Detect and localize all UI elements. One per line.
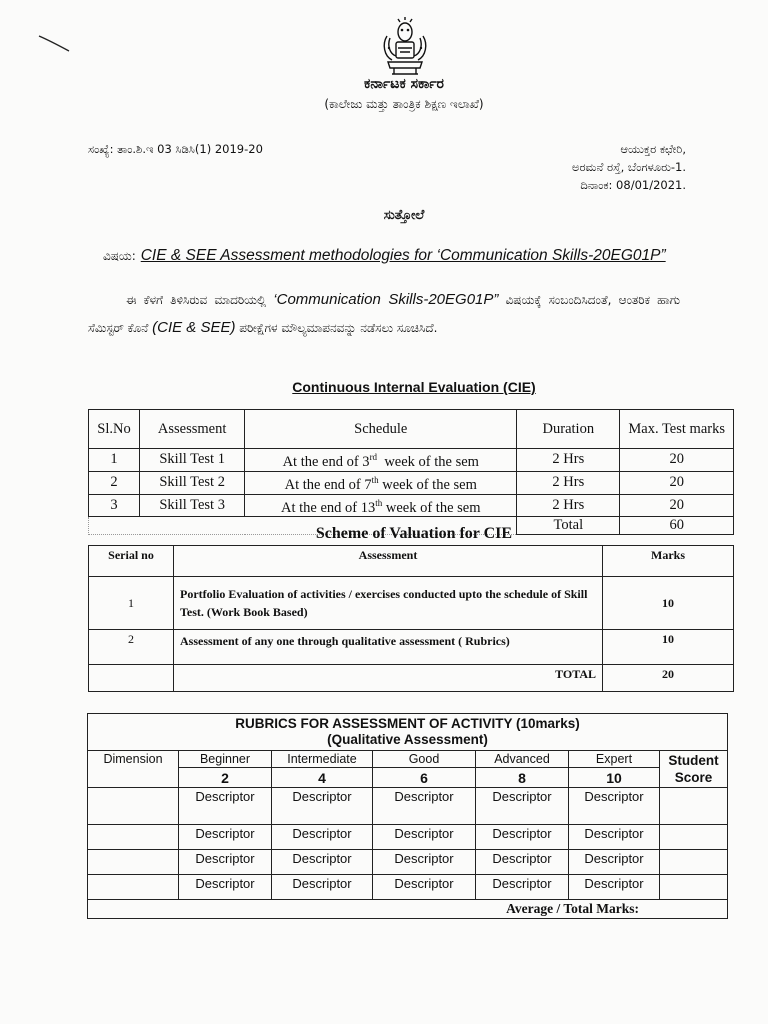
scheme-assessment: Portfolio Evaluation of activities / exercises conducted upto the schedule of Skill Test. (Work Book Based) — [174, 577, 603, 630]
cie-assessment: Skill Test 1 — [140, 449, 245, 472]
rubrics-title-row — [88, 714, 728, 751]
descriptor-cell: Descriptor — [272, 788, 373, 825]
cie-total-value: 60 — [620, 517, 734, 535]
rubrics-score-2: 2 — [179, 768, 272, 788]
cie-marks: 20 — [620, 494, 734, 517]
descriptor-cell: Descriptor — [179, 788, 272, 825]
cie-schedule — [245, 471, 517, 494]
descriptor-cell: Descriptor — [569, 875, 660, 900]
table-row — [89, 449, 734, 472]
table-row — [89, 577, 734, 630]
cie-slno: 1 — [89, 449, 140, 472]
schedule-text: At the end of 7 — [284, 476, 372, 493]
rubrics-score-10: 10 — [569, 768, 660, 788]
cie-header-slno: Sl.No — [89, 410, 140, 449]
rubrics-student-score-header: Student Score — [660, 751, 728, 788]
scheme-total-row — [89, 665, 734, 692]
schedule-text-end: week of the sem — [382, 499, 481, 516]
student-score-cell — [660, 788, 728, 825]
scheme-total-label: TOTAL — [174, 665, 603, 692]
body-text-1: ಈ ಕೆಳಗೆ ತಿಳಿಸಿರುವ ಮಾದರಿಯಲ್ಲಿ — [126, 293, 274, 307]
circular-heading: ಸುತ್ತೋಲೆ — [383, 208, 425, 223]
rubrics-title-cell — [88, 714, 728, 751]
descriptor-cell: Descriptor — [272, 825, 373, 850]
cie-duration: 2 Hrs — [517, 471, 620, 494]
subject-text: CIE & SEE Assessment methodologies for ‘Communication Skills-20EG01P” — [140, 247, 666, 264]
body-cie-see: (CIE & SEE) — [152, 319, 236, 336]
subject-line — [103, 246, 666, 265]
descriptor-cell: Descriptor — [476, 825, 569, 850]
rubrics-level-good: Good — [373, 751, 476, 768]
rubrics-score-8: 8 — [476, 768, 569, 788]
cie-assessment: Skill Test 2 — [140, 471, 245, 494]
rubrics-dimension-cell — [88, 825, 179, 850]
descriptor-cell: Descriptor — [373, 825, 476, 850]
pen-stroke-mark — [38, 34, 70, 52]
address-line-1: ಆಯುಕ್ತರ ಕಛೇರಿ, — [620, 142, 686, 156]
subject-label: ವಿಷಯ: — [103, 249, 136, 263]
scheme-table — [88, 545, 734, 692]
table-row — [88, 875, 728, 900]
rubrics-score-4: 4 — [272, 768, 373, 788]
descriptor-cell: Descriptor — [476, 875, 569, 900]
body-text-3: ಪರೀಕ್ಷೆಗಳ ಮೌಲ್ಯಮಾಪನವನ್ನು ನಡೆಸಲು ಸೂಚಿಸಿದೆ. — [235, 321, 438, 335]
table-row — [88, 850, 728, 875]
cie-marks: 20 — [620, 471, 734, 494]
descriptor-cell: Descriptor — [373, 850, 476, 875]
descriptor-cell: Descriptor — [569, 788, 660, 825]
descriptor-cell: Descriptor — [272, 875, 373, 900]
scheme-assessment: Assessment of any one through qualitative assessment ( Rubrics) — [174, 630, 603, 665]
rubrics-score-row — [88, 768, 728, 788]
scheme-table-title: Scheme of Valuation for CIE — [315, 525, 513, 542]
scheme-header-row — [89, 546, 734, 577]
scheme-total-value: 20 — [603, 665, 734, 692]
scheme-serial: 1 — [89, 577, 174, 630]
schedule-text: At the end of 3 — [282, 453, 370, 470]
table-row — [88, 825, 728, 850]
cie-header-max-marks: Max. Test marks — [620, 410, 734, 449]
table-row — [89, 630, 734, 665]
cie-marks: 20 — [620, 449, 734, 472]
cie-header-assessment: Assessment — [140, 410, 245, 449]
address-line-2: ಅರಮನೆ ರಸ್ತೆ, ಬೆಂಗಳೂರು-1. — [571, 160, 686, 174]
scheme-header-assessment: Assessment — [174, 546, 603, 577]
schedule-ordinal: th — [371, 474, 379, 485]
office-address — [560, 140, 686, 194]
government-name: ಕರ್ನಾಟಕ ಸರ್ಕಾರ — [364, 76, 444, 92]
descriptor-cell: Descriptor — [373, 788, 476, 825]
cie-total-label: Total — [517, 517, 620, 535]
department-name: (ಕಾಲೇಜು ಮತ್ತು ತಾಂತ್ರಿಕ ಶಿಕ್ಷಣ ಇಲಾಖೆ) — [324, 97, 484, 111]
cie-table — [88, 409, 734, 535]
rubrics-score-6: 6 — [373, 768, 476, 788]
rubrics-level-advanced: Advanced — [476, 751, 569, 768]
cie-schedule — [245, 494, 517, 517]
schedule-text: At the end of 13 — [281, 499, 376, 516]
rubrics-dimension-cell — [88, 788, 179, 825]
scheme-header-marks: Marks — [603, 546, 734, 577]
descriptor-cell: Descriptor — [569, 825, 660, 850]
rubrics-average-total-label: Average / Total Marks: — [88, 900, 728, 919]
cie-slno: 2 — [89, 471, 140, 494]
cie-assessment: Skill Test 3 — [140, 494, 245, 517]
scheme-marks: 10 — [603, 630, 734, 665]
cie-slno: 3 — [89, 494, 140, 517]
scheme-total-spacer — [89, 665, 174, 692]
body-paragraph — [88, 286, 680, 342]
rubrics-level-intermediate: Intermediate — [272, 751, 373, 768]
schedule-ordinal: rd — [369, 452, 378, 462]
body-text-2: ವಿಷಯಕ್ಕೆ ಸಂಬಂದಿಸಿದಂತೆ, ಆಂತರಿಕ ಹಾಗು ಸೆಮಿಸ್ಟರ್ ಕೊನೆ — [88, 293, 681, 335]
cie-table-title: Continuous Internal Evaluation (CIE) — [292, 379, 536, 395]
scheme-serial: 2 — [89, 630, 174, 665]
descriptor-cell: Descriptor — [373, 875, 476, 900]
scheme-marks: 10 — [603, 577, 734, 630]
cie-header-schedule: Schedule — [245, 410, 517, 449]
rubrics-subtitle: (Qualitative Assessment) — [327, 732, 488, 747]
scheme-header-serial: Serial no — [89, 546, 174, 577]
cie-header-row — [89, 410, 734, 449]
rubrics-dimension-header: Dimension — [88, 751, 179, 788]
descriptor-cell: Descriptor — [476, 788, 569, 825]
rubrics-table — [87, 713, 728, 919]
descriptor-cell: Descriptor — [179, 850, 272, 875]
descriptor-cell: Descriptor — [179, 875, 272, 900]
rubrics-level-expert: Expert — [569, 751, 660, 768]
table-row — [88, 788, 728, 825]
schedule-ordinal: th — [375, 497, 383, 508]
cie-header-duration: Duration — [517, 410, 620, 449]
descriptor-cell: Descriptor — [476, 850, 569, 875]
body-course-name: ‘Communication Skills-20EG01P” — [273, 291, 499, 308]
student-score-cell — [660, 850, 728, 875]
schedule-text-end: week of the sem — [378, 476, 477, 493]
descriptor-cell: Descriptor — [179, 825, 272, 850]
table-row — [89, 494, 734, 517]
cie-schedule — [245, 449, 517, 472]
cie-duration: 2 Hrs — [517, 449, 620, 472]
reference-number: ಸಂಖ್ಯೆ: ತಾಂ.ಶಿ.ಇ 03 ಸಿಡಿಸಿ(1) 2019-20 — [88, 142, 263, 156]
descriptor-cell: Descriptor — [272, 850, 373, 875]
descriptor-cell: Descriptor — [569, 850, 660, 875]
rubrics-title: RUBRICS FOR ASSESSMENT OF ACTIVITY (10marks) — [235, 716, 580, 731]
karnataka-emblem-icon — [378, 16, 432, 76]
rubrics-dimension-cell — [88, 875, 179, 900]
student-score-cell — [660, 875, 728, 900]
schedule-text-end: week of the sem — [377, 453, 479, 470]
rubrics-dimension-cell — [88, 850, 179, 875]
rubrics-level-beginner: Beginner — [179, 751, 272, 768]
rubrics-average-row — [88, 900, 728, 919]
table-row — [89, 471, 734, 494]
rubrics-level-row — [88, 751, 728, 768]
cie-duration: 2 Hrs — [517, 494, 620, 517]
student-score-cell — [660, 825, 728, 850]
circular-date: ದಿನಾಂಕ: 08/01/2021. — [580, 178, 686, 192]
